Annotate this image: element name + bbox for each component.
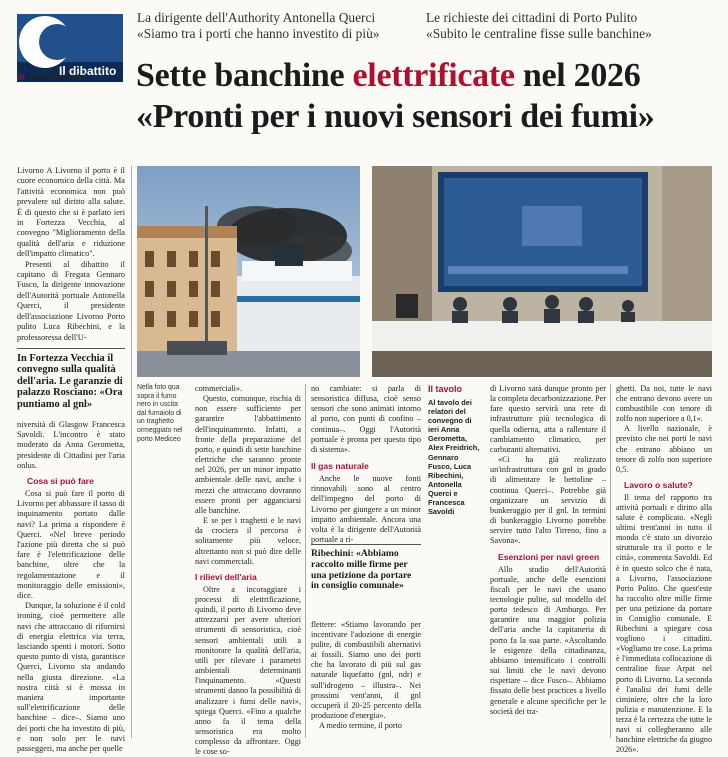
subhead-right-line1: Le richieste dei cittadini di Porto Pulito [426,10,638,25]
photo-conference [372,166,712,377]
col4-subheading: Esenzioni per navi green [498,551,600,562]
photo-caption [137,384,189,444]
logo-label: Il dibattito [59,64,117,78]
col5-p3: Il tema del rapporto tra attività portuali e diritto alla salute è complicato. «Negli ultimi trent'anni in tutto il mondo c'è stato un divorzio strutturale tra il porto e le città», commenta Savoldi. Ed è in questo solco che è nata, a Livorno, l'associazione Porto Pulito. Che quest'este ha raccolto oltre mille firme per una petizione da portare in Consiglio comunale. E Ribechini a spiegare cosa vogliono i cittadini. «Vogliamo tre cose. La prima è l'immediata collocazione di centraline fisse Arpat nel porto di Livorno. La seconda è l'analisi dei fumi delle ciminiere, oltre che la loro pulizia e manutenzione. E la terza è la certezza che tutte le navi si collegheranno alle banchine elettriche da giugno 2026». [616,492,712,755]
col1-box-title: In Fortezza Vecchia il convegno sulla qualità dell'aria. Le garanzie di palazzo Rosciano: «Ora puntiamo al gnl» [17,353,123,410]
col3-p4: A medio termine, il porto [319,720,402,730]
col2-p1: commerciali». [195,384,243,393]
col4-p2: «Ci ha già realizzato un'infrastruttura con gnl in grado di alimentare le bettoline – continua Querci–. Potrebbe già organizzare un servizio di bunkeraggio per il gnl. In termini di bunkeraggio Livorno potrebbe servire tutto l'alto Tirreno, fino a Savona». [490,455,606,546]
col1-intro [17,166,125,343]
col5 [616,384,712,755]
col1-body2-p1: Cosa si può fare il porto di Livorno per abbassare il tasso di inquinamento portato dalle navi? La prima a rispondere è Querci. «Nel breve periodo l'azione più diretta che si può fare è l'elettrificazione delle banchine, oltre che la regolamentazione e il monitoraggio delle emissioni», dice. [17,489,125,601]
col2-p4: Oltre a incoraggiare i processi di elettrificazione, quindi, il porto di Livorno deve attrezzarsi per avere ulteriori strumenti di sensoristica, cioè sensori ambientali utili a monitorare la qualità dell'aria, utili per rilevare i parametri ambientali determinanti l'inquinamento. «Questi strumenti danno la possibilità di analizzare i fumi delle navi», spiega Querci. «Fino a qualche anno fa il tema della sensoristica era molto complesso da affrontare. Oggi le cose so- [195,584,301,757]
headline-accent: elettrificate [352,57,515,94]
headline-line1 [136,56,726,95]
tavolo-title: Il tavolo [428,384,463,394]
col2 [195,384,301,757]
column-rule-2 [305,384,306,738]
conference-photo [372,166,712,377]
col5-p1: ghetti. Da noi, tutte le navi che entrano devono avere un combustibile con tenore di zolfo non superiore a 0,1». [616,384,712,424]
subhead-left-line1: La dirigente dell'Authority Antonella Querci [137,10,376,25]
byline [17,72,87,83]
col3-p1: no cambiate: si parla di sensoristica diffusa, cioè senso sensori che sono animati intorno al porto, con punti di confino – continua–. Oggi l'Autorità portuale è pronta per questo tipo di sistema». [311,384,421,454]
byline-prefix: di [17,72,25,83]
headline [136,56,726,136]
caption-text: Nella foto qua sopra il fumo nero in uscita dal fumaiolo di un traghetto ormeggiato nel porto Mediceo [137,384,183,443]
column-rule-1 [131,166,132,738]
col1-intro-p1: Livorno A Livorno il porto è il cuore economico della città. Ma l'attività economica non può prevalere sul diritto alla salute. È di questo che si è parlato ieri in Fortezza Vecchia, al convegno "Miglioramento della qualità dell'aria e riduzione dell'impatto climatico". [17,166,125,259]
col1-body2-p2: Dunque, la soluzione è il cold ironing, cioè permettere alle navi che attraccano di rifornirsi di energia elettrica via terra, lasciando spenti i motori. Sotto questo punto di vista, garantisce Querci, Livorno sta andando nella giusta direzione. «La nostra città si è mossa in maniera importante sull'elettrificazione delle banchine – dice–. Siamo uno dei porti che ha investito di più, e non solo per le navi passeggeri, ma anche per quelle [17,601,125,754]
col4-p1: di Livorno sarà dunque pronto per la completa decarbonizzazione. Per fare questo servirà una rete di infrastrutture più tecnologica di quella odierna, atta a rallentare il cambiamento climatico, per carburanti alternativi. [490,384,606,454]
col3-p2: Anche le nuove fonti rinnovabili sono al centro dell'impegno del porto di Livorno per giungere a un minor impatto ambientale. Ancora una volta è la dirigente dell'Autorità portuale a ri- [311,474,421,545]
col5-subheading: Lavoro o salute? [624,479,693,490]
subhead-right [426,10,716,42]
col2-p2: Questo, comunque, rischia di non essere sufficiente per garantire l'abbattimento dell'inquinamento. Infatti, a fronte della preparazione del porto, e quindi di sette banchine elettriche che saranno pronte nel 2026, per un minor impatto ambientale delle navi, anche i mezzi che attraccano dovranno essere pronti per agganciarsi alle banchine. [195,394,301,515]
col1-body [17,420,125,754]
photo-ship [137,166,360,377]
ship-smoke-photo [137,166,360,377]
column-rule-3 [610,384,611,738]
col2-subheading: I rilievi dell'aria [195,571,257,582]
col3-box [311,544,421,592]
subhead-left-line2: «Siamo tra i porti che hanno investito di più» [137,26,380,41]
col1-intro-p2: Presenti al dibattito il capitano di Fregata Gennaro Fusco, la dirigente innovazione dell'Autorità portuale Antonella Querci, il presidente dell'associazione Livorno Porto pulito Luca Ribechini, e la professoressa dell'U- [17,259,125,342]
col5-p2: A livello nazionale, è previsto che nei porti le navi che entrano abbiano un tenore di zolfo non superiore 0,5. [616,424,712,474]
col2-p3: E se per i traghetti e le navi da crociera il percorso è solitamente più veloce, altrettanto non si può dire delle navi commerciali. [195,516,301,566]
col1-box [17,348,125,410]
col4-p3: Allo studio dell'Autorità portuale, anche delle esenzioni fiscali per le navi che usano tecnologie pulite, sul modello del porto tedesco di Amburgo. Per garantire una maggior polizia dell'aria anche la capitaneria di porto fa la sua parte. «Ascoltando le esigenze della cittadinanza, abbiamo intensificato i controlli sui limiti che le navi devono rispettare – dice Fusco–. Abbiamo fissato delle best practices a livello generale e alcune specifiche per le società dei tra- [490,564,606,716]
col3-subheading: Il gas naturale [311,461,369,472]
col3-bottom [311,620,421,731]
col3-box-title: Ribechini: «Abbiamo raccolto mille firme per una petizione da portare in consiglio comunale» [311,548,412,592]
subhead-right-line2: «Subito le centraline fisse sulle banchine» [426,26,652,41]
headline-post: nel 2026 [514,57,641,94]
byline-author: Luca Balestri [27,72,87,83]
subhead-left [137,10,419,42]
col4 [490,384,606,717]
headline-pre: Sette banchine [136,57,353,94]
col3-p3: flettere: «Stiamo lavorando per incentivare l'adozione di energie pulite, di combustibili alternativi ai fossili. Siamo uno dei porti che ha lavorato di più sul gas naturale liquefatto (gnl, ndr) e sull'idrogeno – illustra–. Nei prossimi vent'anni, il gnl occuperà il 20-25 percento della produzione d'energia». [311,620,421,720]
col3-top [311,384,421,545]
col1-body1: niversità di Glasgow Francesca Savoldi. L'incontro è stato moderato da Anna Gerometta, presidente di Cittadini per l'aria onlus. [17,420,125,470]
tavolo-box [428,384,484,516]
col1-subheading: Cosa si può fare [27,476,94,487]
tavolo-text: Al tavolo dei relatori del convegno di ieri Anna Gerometta, Alex Freidrich, Gennaro Fusco, Luca Ribechini, Antonella Querci e Francesca Savoldi [428,398,480,517]
headline-line2: «Pronti per i nuovi sensori dei fumi» [136,98,655,135]
